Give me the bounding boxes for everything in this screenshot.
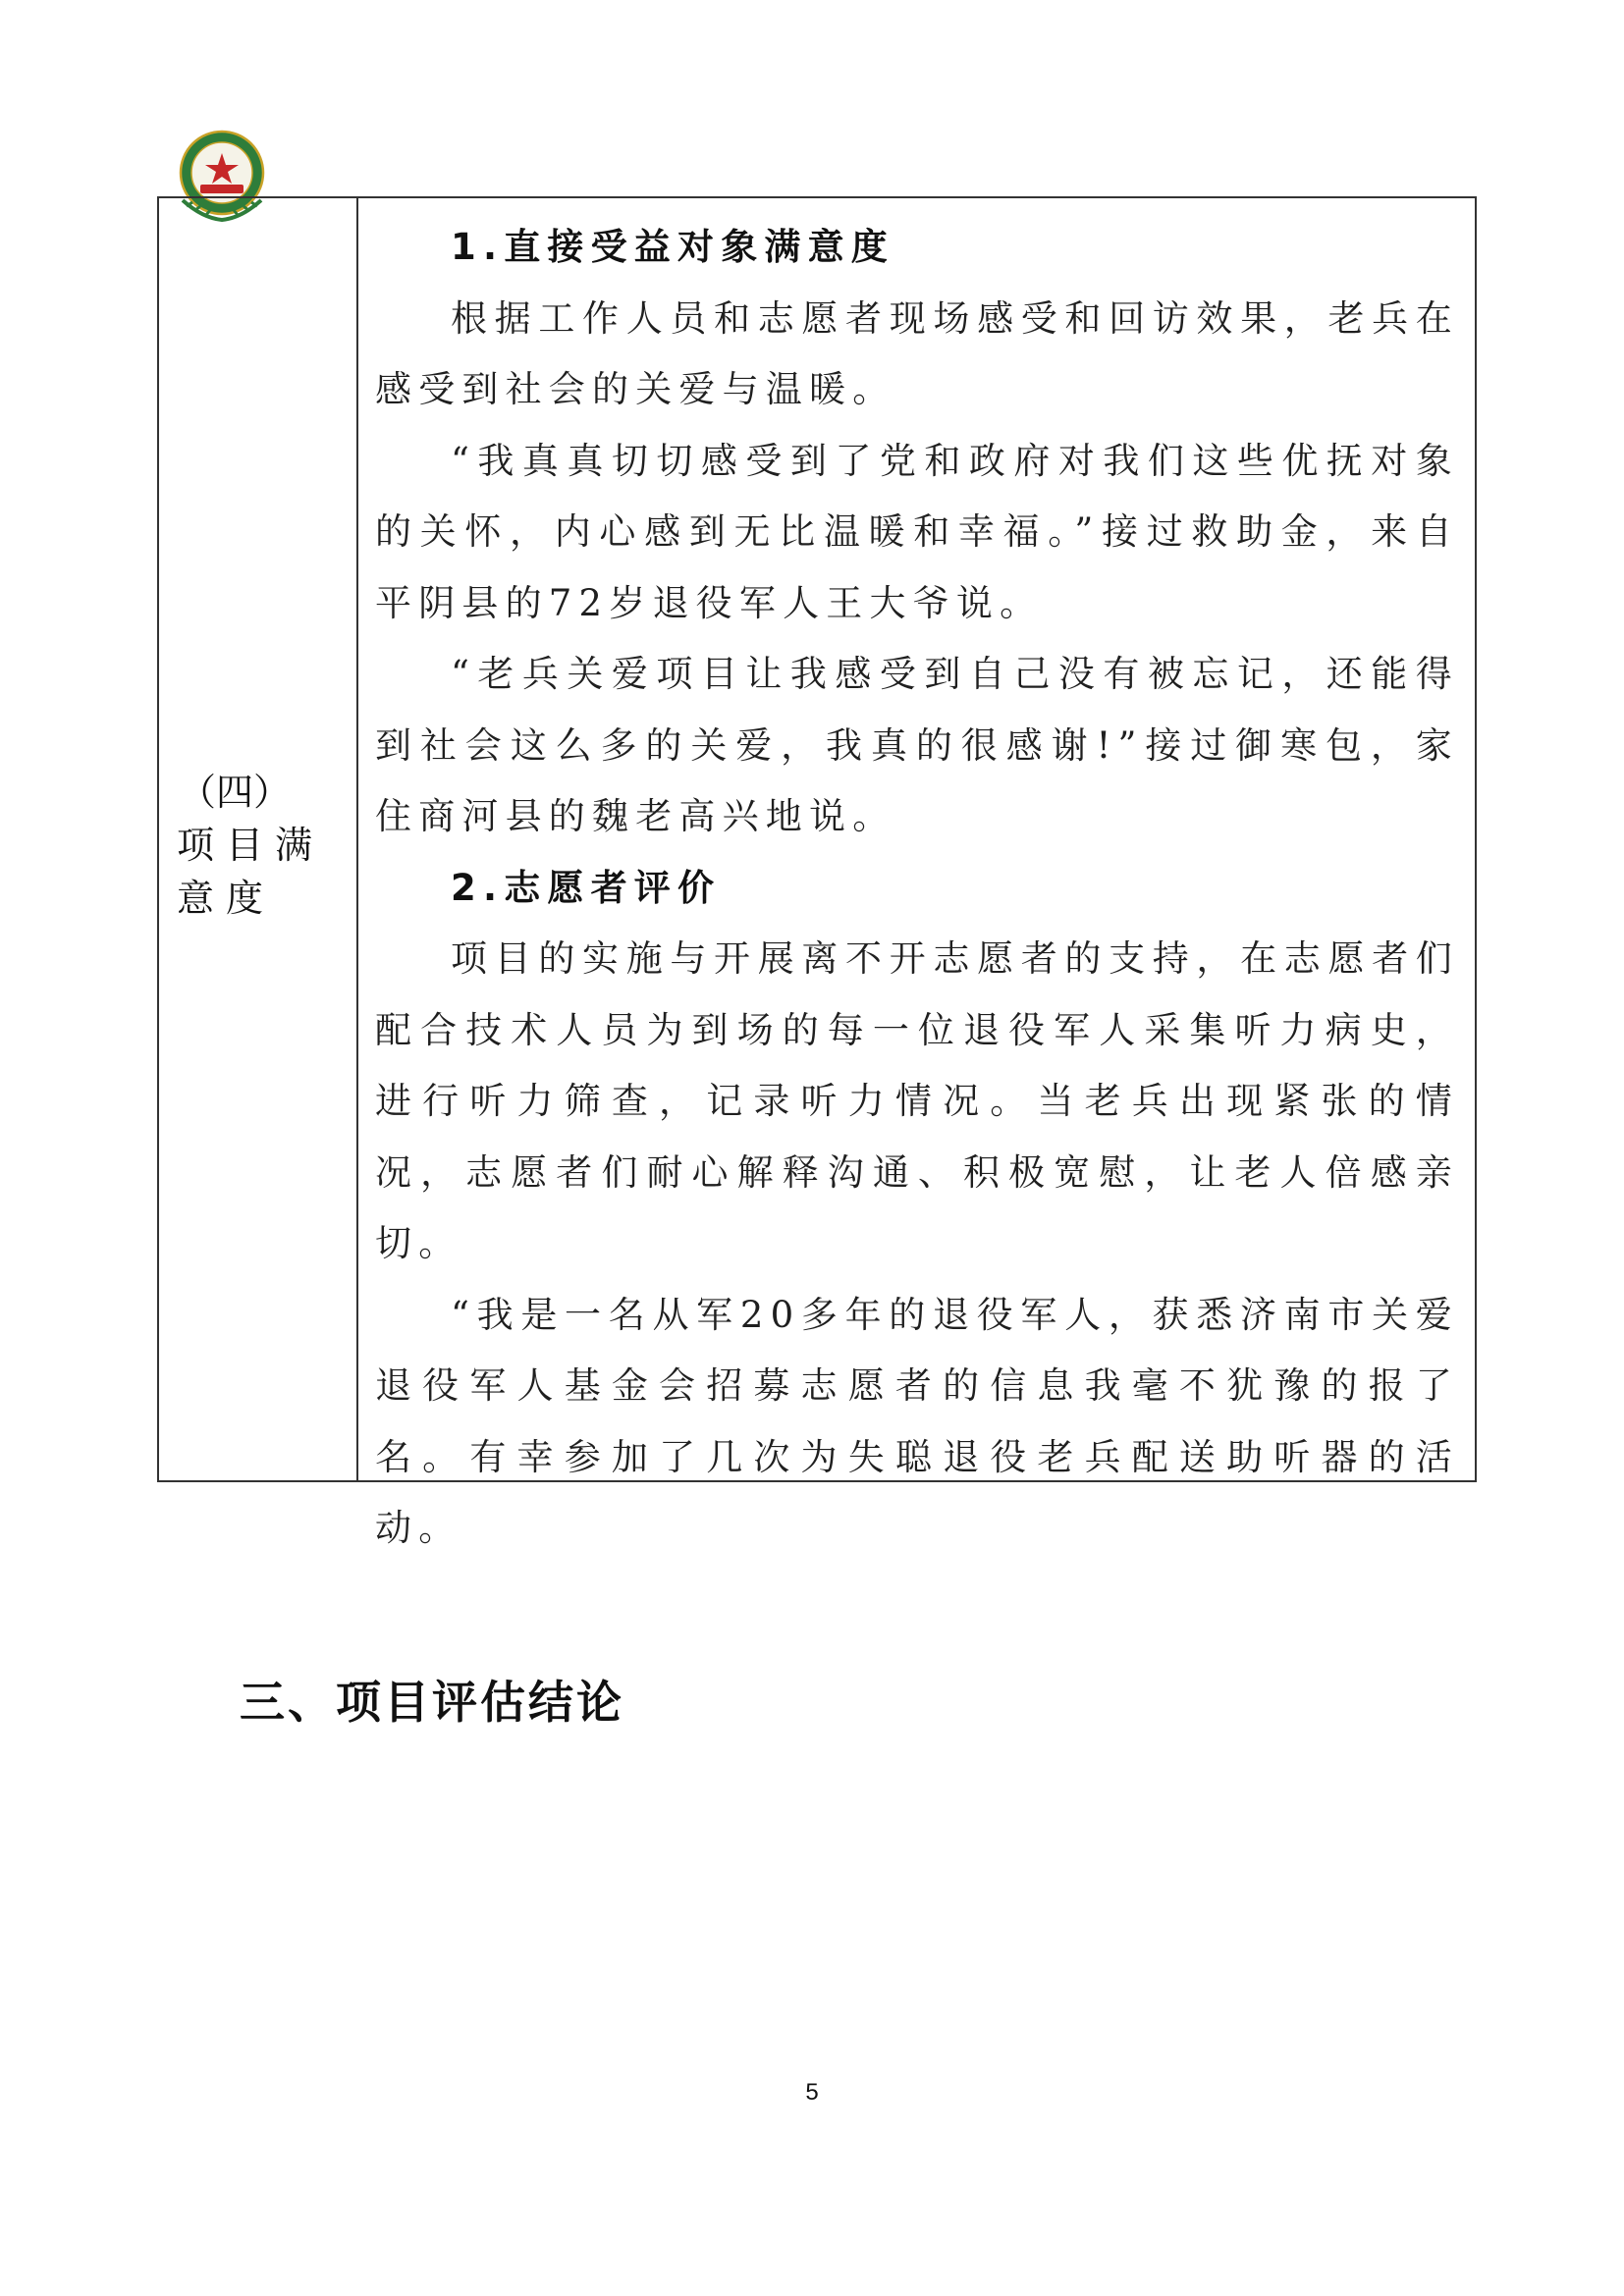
paragraph-quote-wang: “我真真切切感受到了党和政府对我们这些优抚对象的关怀，内心感到无比温暖和幸福。”接过救助金，来自平阴县的72岁退役军人王大爷说。: [375, 439, 1459, 624]
subheading-beneficiary-satisfaction: 1.直接受益对象满意度: [451, 226, 894, 268]
evaluation-table: [157, 196, 1477, 1549]
section-label-title: 项目满意度: [177, 824, 325, 920]
section-heading: 三、项目评估结论: [240, 1676, 624, 1729]
subheading-volunteer-evaluation: 2.志愿者评价: [451, 866, 722, 909]
paragraph-feedback: 根据工作人员和志愿者现场感受和回访效果，老兵在感受到社会的关爱与温暖。: [375, 296, 1459, 410]
section-label-cell: [159, 198, 358, 1480]
section-label-number: （四）: [179, 771, 292, 814]
paragraph-volunteers: 项目的实施与开展离不开志愿者的支持，在志愿者们配合技术人员为到场的每一位退役军人采集听力病史，进行听力筛查，记录听力情况。当老兵出现紧张的情况，志愿者们耐心解释沟通、积极宽慰，让老人倍感亲切。: [375, 937, 1459, 1264]
content-cell: [375, 212, 1459, 1565]
paragraph-quote-wei: “老兵关爱项目让我感受到自己没有被忘记，还能得到社会这么多的关爱，我真的很感谢!”接过御寒包，家住商河县的魏老高兴地说。: [375, 653, 1459, 837]
paragraph-volunteer-quote: “我是一名从军20多年的退役军人，获悉济南市关爱退役军人基金会招募志愿者的信息我毫不犹豫的报了名。有幸参加了几次为失聪退役老兵配送助听器的活动。: [375, 1293, 1459, 1549]
section-label: [177, 766, 344, 925]
page-number: 5: [805, 2079, 819, 2106]
